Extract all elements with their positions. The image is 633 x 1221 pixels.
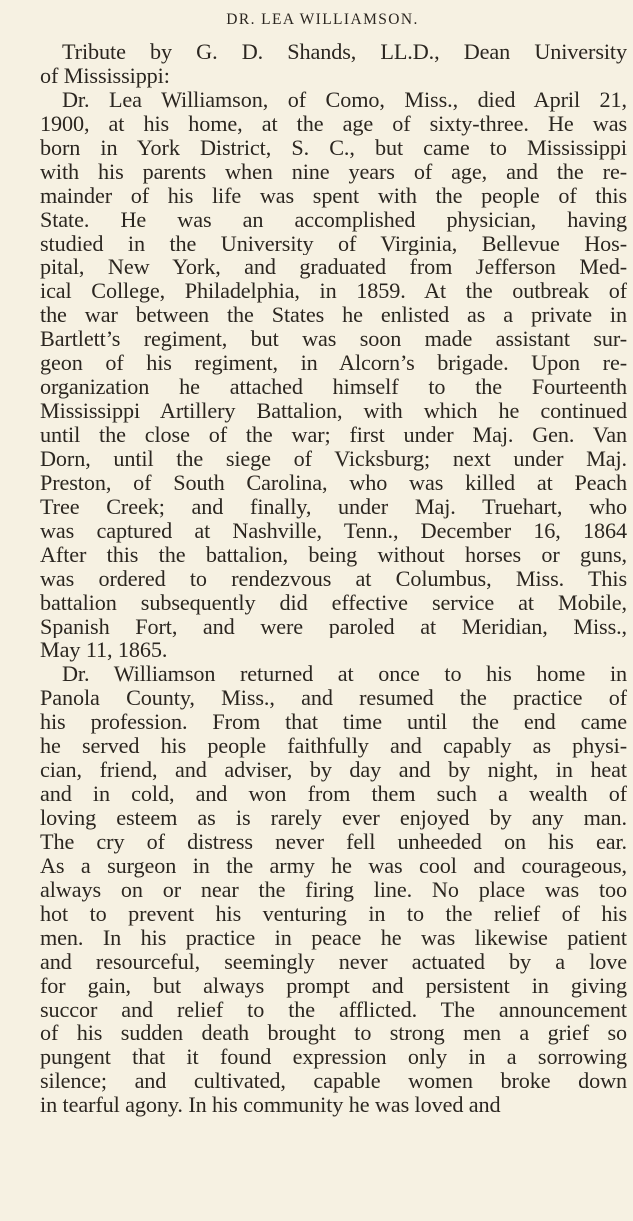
text-line: After this the battalion, being without horses or guns, bbox=[40, 542, 627, 567]
text-line: and in cold, and won from them such a wealth of bbox=[40, 782, 627, 806]
paragraph bbox=[18, 88, 627, 663]
text-line: born in York District, S. C., but came to Mississippi bbox=[40, 135, 627, 160]
text-line: 1900, at his home, at the age of sixty-three. He was bbox=[40, 111, 627, 136]
text-line: succor and relief to the afflicted. The announcement bbox=[40, 997, 627, 1022]
text-line: Tribute by G. D. Shands, LL.D., Dean University bbox=[62, 40, 627, 64]
text-line: The cry of distress never fell unheeded on his ear. bbox=[40, 829, 627, 854]
text-line: for gain, but always prompt and persistent in giving bbox=[40, 973, 627, 998]
text-line: battalion subsequently did effective service at Mobile, bbox=[40, 590, 627, 615]
text-line: studied in the University of Virginia, Bellevue Hos- bbox=[40, 231, 627, 256]
paragraph bbox=[18, 662, 627, 1117]
text-line: of his sudden death brought to strong men a grief so bbox=[40, 1021, 627, 1046]
text-line: cian, friend, and adviser, by day and by night, in heat bbox=[40, 758, 627, 783]
text-line: the war between the States he enlisted as a private in bbox=[40, 303, 627, 328]
running-head: DR. LEA WILLIAMSON. bbox=[226, 11, 419, 28]
paragraph bbox=[18, 40, 627, 88]
text-line: geon of his regiment, in Alcorn’s brigade. Upon re- bbox=[40, 351, 627, 376]
text-line: Preston, of South Carolina, who was killed at Peach bbox=[40, 470, 627, 495]
text-line: May 11, 1865. bbox=[40, 638, 168, 663]
text-line: Panola County, Miss., and resumed the practice of bbox=[40, 686, 627, 711]
text-line: was ordered to rendezvous at Columbus, Miss. This bbox=[40, 566, 627, 591]
text-line: Mississippi Artillery Battalion, with which he continued bbox=[40, 399, 627, 423]
text-line: pital, New York, and graduated from Jefferson Med- bbox=[40, 255, 627, 280]
text-line: loving esteem as is rarely ever enjoyed by any man. bbox=[40, 806, 627, 830]
text-line: was captured at Nashville, Tenn., December 16, 1864 bbox=[40, 518, 627, 543]
text-line: Dorn, until the siege of Vicksburg; next under Maj. bbox=[40, 446, 627, 471]
text-line: pungent that it found expression only in a sorrowing bbox=[40, 1045, 627, 1070]
text-line: men. In his practice in peace he was likewise patient bbox=[40, 925, 627, 950]
text-line: ical College, Philadelphia, in 1859. At the outbreak of bbox=[40, 279, 627, 304]
text-line: mainder of his life was spent with the people of this bbox=[40, 183, 627, 208]
text-line: Spanish Fort, and were paroled at Meridian, Miss., bbox=[40, 614, 627, 639]
text-line: hot to prevent his venturing in to the relief of his bbox=[40, 901, 627, 926]
text-line: Tree Creek; and finally, under Maj. Truehart, who bbox=[40, 494, 627, 519]
text-line: his profession. From that time until the end came bbox=[40, 710, 627, 735]
text-line: and resourceful, seemingly never actuated by a love bbox=[40, 949, 627, 974]
text-line: with his parents when nine years of age, and the re- bbox=[40, 159, 627, 184]
body-text bbox=[18, 40, 627, 1117]
text-line: silence; and cultivated, capable women broke down bbox=[40, 1069, 627, 1094]
text-line: organization he attached himself to the Fourteenth bbox=[40, 375, 627, 400]
text-line: in tearful agony. In his community he was loved and bbox=[40, 1093, 501, 1118]
text-line: of Mississippi: bbox=[40, 63, 170, 88]
text-line: Bartlett’s regiment, but was soon made assistant sur- bbox=[40, 327, 627, 352]
text-line: always on or near the firing line. No place was too bbox=[40, 877, 627, 902]
text-line: he served his people faithfully and capably as physi- bbox=[40, 734, 627, 759]
text-line: Dr. Williamson returned at once to his home in bbox=[62, 662, 627, 687]
text-line: State. He was an accomplished physician, having bbox=[40, 207, 627, 232]
text-line: Dr. Lea Williamson, of Como, Miss., died April 21, bbox=[62, 87, 627, 112]
text-line: until the close of the war; first under Maj. Gen. Van bbox=[40, 423, 627, 447]
text-line: As a surgeon in the army he was cool and courageous, bbox=[40, 853, 627, 878]
